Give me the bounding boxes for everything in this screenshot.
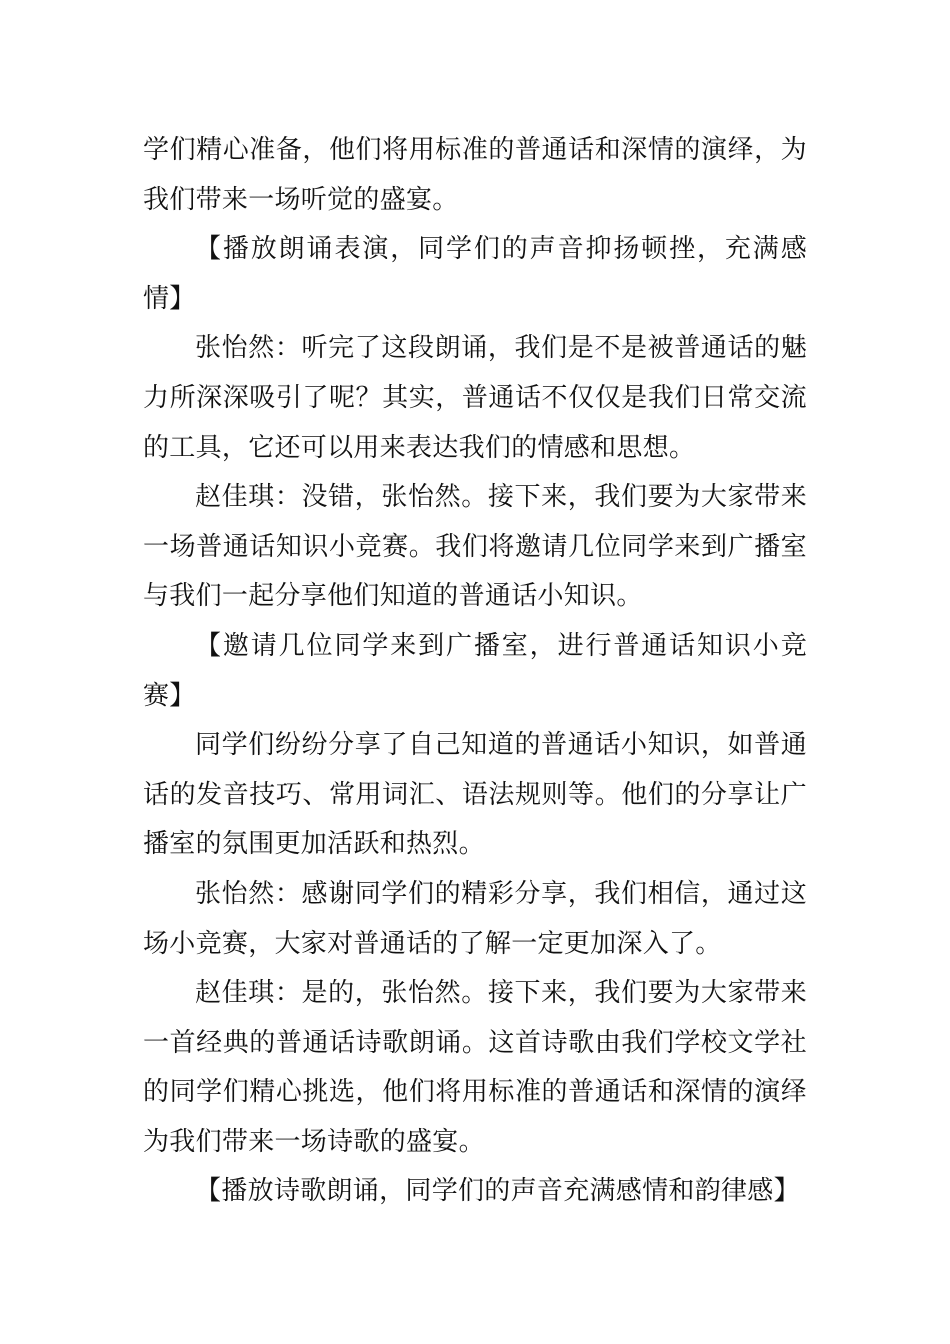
dialogue-zhang-1: 张怡然：听完了这段朗诵，我们是不是被普通话的魅力所深深吸引了呢？其实，普通话不仅仅是我们日常交流的工具，它还可以用来表达我们的情感和思想。 — [143, 333, 807, 463]
dialogue-zhao-2: 赵佳琪：是的，张怡然。接下来，我们要为大家带来一首经典的普通话诗歌朗诵。这首诗歌由我们学校文学社的同学们精心挑选，他们将用标准的普通话和深情的演绎为我们带来一场诗歌的盛宴。 — [143, 978, 807, 1157]
stage-direction-recitation: 【播放朗诵表演，同学们的声音抑扬顿挫，充满感情】 — [143, 234, 807, 314]
document-body — [143, 126, 807, 1217]
stage-direction-quiz: 【邀请几位同学来到广播室，进行普通话知识小竞赛】 — [143, 630, 807, 711]
dialogue-zhang-2: 张怡然：感谢同学们的精彩分享，我们相信，通过这场小竞赛，大家对普通话的了解一定更加深入了。 — [143, 878, 807, 959]
narration-sharing: 同学们纷纷分享了自己知道的普通话小知识，如普通话的发音技巧、常用词汇、语法规则等。他们的分享让广播室的氛围更加活跃和热烈。 — [143, 730, 807, 860]
stage-direction-poetry: 【播放诗歌朗诵，同学们的声音充满感情和韵律感】 — [195, 1176, 800, 1207]
paragraph-continuation: 学们精心准备，他们将用标准的普通话和深情的演绎，为我们带来一场听觉的盛宴。 — [143, 135, 807, 215]
dialogue-zhao-1: 赵佳琪：没错，张怡然。接下来，我们要为大家带来一场普通话知识小竞赛。我们将邀请几位同学来到广播室与我们一起分享他们知道的普通话小知识。 — [143, 482, 807, 612]
